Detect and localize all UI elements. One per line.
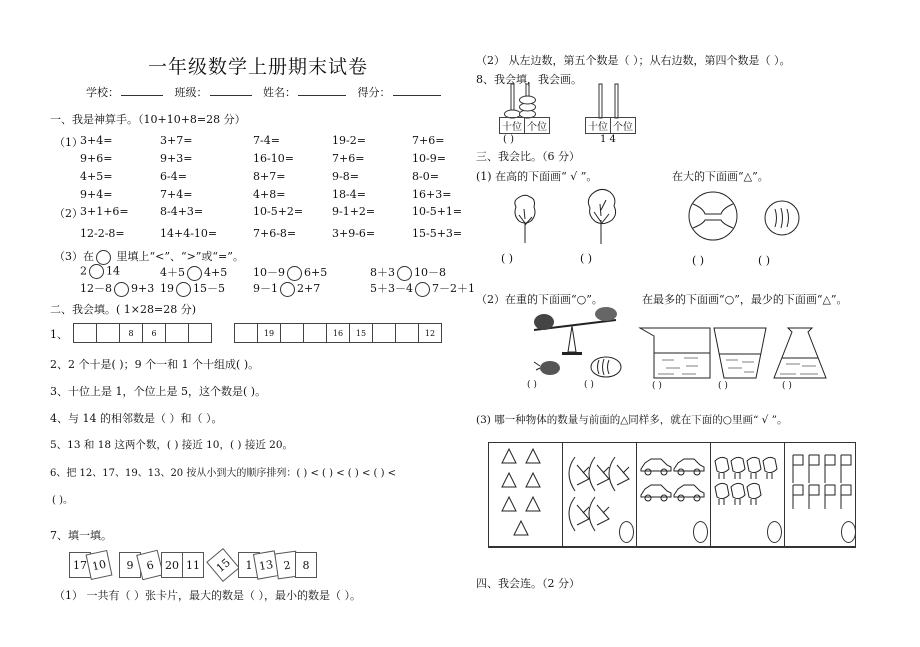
part2-problem: 10-5+1=	[412, 205, 463, 218]
answer-circle-chicks[interactable]	[767, 521, 782, 543]
part1-problem: 7+6=	[412, 134, 445, 147]
s3-part2-right: 在最多的下面画“○”，最少的下面画“△”。	[642, 293, 848, 306]
answer-circle-fish[interactable]	[619, 521, 634, 543]
answer-circle[interactable]	[280, 282, 295, 297]
q7-sub2: （2） 从左边数，第五个数是（ ）；从右边数，第四个数是（ ）。	[476, 54, 791, 67]
flags-cell	[785, 443, 858, 546]
q3: 3、十位上是 1，个位上是 5，这个数是( )。	[50, 385, 267, 398]
comparison-item: 9－1 2+7	[253, 282, 321, 295]
class-label: 班级：	[174, 86, 208, 99]
part2-problem: 3+1+6=	[80, 205, 129, 218]
abacus-2-labels: 十位 个位	[585, 117, 636, 134]
part2-problem: 9-1+2=	[332, 205, 376, 218]
strip-cell-blank[interactable]	[97, 324, 120, 342]
strip-cell-blank[interactable]	[189, 324, 211, 342]
abacus-1-labels: 十位 个位	[499, 117, 550, 134]
strip-cell-filled: 6	[143, 324, 166, 342]
abacus-2-number: 1 4	[600, 134, 616, 145]
fish-cell	[563, 443, 637, 546]
q5: 5、13 和 18 这两个数，( ) 接近 10，( ) 接近 20。	[50, 439, 294, 451]
q7-heading: 7、填一填。	[50, 529, 112, 542]
cars-cell	[637, 443, 711, 546]
blank-shell[interactable]: ( )	[584, 380, 594, 390]
part2-problem: 7+6-8=	[253, 227, 297, 240]
section1-heading: 一、我是神算手。（10+10+8=28 分）	[50, 113, 246, 126]
abacus-rods-icon	[585, 84, 635, 118]
big-ball-icon	[687, 190, 739, 242]
comparison-table	[488, 442, 856, 548]
tall-tree-icon	[586, 188, 618, 244]
part2-problem: 3+9-6=	[332, 227, 376, 240]
s3-part2-left: （2）在重的下面画“○”。	[476, 293, 603, 306]
strip-cell-blank[interactable]	[235, 324, 258, 342]
number-card: 17	[69, 552, 91, 578]
page-title: 一年级数学上册期末试卷	[148, 56, 369, 78]
beaker-1-icon	[640, 328, 712, 380]
number-card: 2	[274, 551, 299, 580]
number-card: 11	[182, 552, 204, 578]
abacus-2	[585, 84, 635, 118]
score-field[interactable]	[393, 85, 441, 96]
number-strip-a	[73, 323, 212, 343]
answer-circle[interactable]	[176, 282, 191, 297]
number-card: 8	[295, 552, 317, 578]
q4: 4、与 14 的相邻数是（ ）和（ ）。	[50, 412, 223, 425]
answer-circle-flags[interactable]	[841, 521, 856, 543]
part1-problem: 18-4=	[332, 188, 366, 201]
blank-pineapple[interactable]: ( )	[527, 380, 537, 390]
header-fields	[86, 84, 449, 100]
answer-circle-cars[interactable]	[693, 521, 708, 543]
class-field[interactable]	[210, 85, 252, 96]
chicks-cell	[711, 443, 785, 546]
answer-circle[interactable]	[114, 282, 129, 297]
strip-cell-filled: 12	[424, 328, 436, 338]
section4-heading: 四、我会连。（2 分）	[476, 577, 580, 590]
strip-cell-filled: 16	[327, 324, 350, 342]
pineapple-icon	[532, 358, 562, 376]
part1-problem: 10-9=	[412, 152, 446, 165]
comparison-item: 2 14	[80, 264, 120, 278]
comparison-item: 5＋3－4 7－2＋1	[370, 282, 475, 295]
part2-problem: 15-5+3=	[412, 227, 463, 240]
answer-circle[interactable]	[415, 282, 430, 297]
answer-circle[interactable]	[287, 266, 302, 281]
abacus-1-answer[interactable]: ( )	[503, 134, 514, 145]
blank-beaker-1[interactable]: ( )	[652, 381, 662, 391]
short-tree-icon	[510, 193, 540, 243]
comparison-item: 19 15－5	[160, 282, 225, 295]
part1-problem: 3+4=	[80, 134, 113, 147]
school-field[interactable]	[121, 85, 163, 96]
q1-label: 1、	[50, 328, 68, 341]
part1-problem: 9-8=	[332, 170, 359, 183]
strip-cell-blank[interactable]	[281, 324, 304, 342]
number-card: 1	[238, 552, 260, 578]
score-label: 得分：	[357, 86, 391, 99]
strip-cell-filled: 8	[120, 324, 143, 342]
answer-circle[interactable]	[89, 264, 104, 279]
comparison-item: 10－9 6+5	[253, 266, 328, 279]
part1-label: （1）	[54, 136, 83, 149]
number-card: 13	[253, 550, 279, 579]
shell-icon	[589, 355, 623, 379]
name-field[interactable]	[298, 85, 346, 96]
strip-cell-blank[interactable]	[74, 324, 97, 342]
part2-problem: 8-4+3=	[160, 205, 204, 218]
school-label: 学校：	[86, 86, 119, 99]
part2-label: （2）	[54, 207, 83, 220]
part1-problem: 7+6=	[332, 152, 365, 165]
strip-cell-blank[interactable]	[304, 324, 327, 342]
comparison-item: 4＋5 4+5	[160, 266, 228, 279]
answer-circle[interactable]	[187, 266, 202, 281]
part1-problem: 8+7=	[253, 170, 286, 183]
part1-problem: 8-0=	[412, 170, 439, 183]
part1-problem: 7+4=	[160, 188, 193, 201]
comparison-item: 12－8 9+3	[80, 282, 155, 295]
strip-cell-blank[interactable]	[396, 324, 419, 342]
part1-problem: 4+8=	[253, 188, 286, 201]
flask-icon	[772, 328, 828, 380]
part1-problem: 4+5=	[80, 170, 113, 183]
part3-instruction: （3）在 里填上“<”、“>”或“=”。	[54, 250, 244, 263]
small-ball-icon	[763, 199, 801, 237]
s3-part1-right: 在大的下面画“△”。	[672, 170, 769, 183]
part1-problem: 3+7=	[160, 134, 193, 147]
number-card: 9	[119, 552, 141, 578]
strip-cell-blank[interactable]	[373, 324, 396, 342]
part1-problem: 9+3=	[160, 152, 193, 165]
answer-circle[interactable]	[397, 266, 412, 281]
part1-problem: 19-2=	[332, 134, 366, 147]
number-card: 6	[136, 550, 164, 581]
blank-tree-1[interactable]: ( )	[501, 252, 514, 265]
part1-problem: 9+4=	[80, 188, 113, 201]
comparison-item: 8＋3 10－8	[370, 266, 446, 279]
name-label: 姓名：	[263, 86, 296, 99]
number-card: 15	[206, 548, 240, 582]
s3-part1-left: (1) 在高的下面画“ √ ”。	[476, 170, 598, 183]
blank-tree-2[interactable]: ( )	[580, 252, 593, 265]
q6-line1: 6、把 12、17、19、13、20 按从小到大的顺序排列：( ) < ( ) < ( ) < ( ) <	[50, 468, 397, 479]
part1-problem: 16+3=	[412, 188, 452, 201]
triangles-icon	[489, 443, 562, 543]
part2-problem: 10-5+2=	[253, 205, 304, 218]
number-strip-b	[234, 323, 442, 343]
part1-problem: 6-4=	[160, 170, 187, 183]
q6-line2: ( )。	[52, 495, 73, 506]
number-card: 20	[161, 552, 183, 578]
q7-sub1: （1） 一共有（ ）张卡片，最大的数是（ ），最小的数是（ ）。	[54, 589, 361, 602]
blank-beaker-2[interactable]: ( )	[718, 381, 728, 391]
number-card: 10	[86, 550, 113, 580]
section3-heading: 三、我会比。（6 分）	[476, 150, 580, 163]
blank-ball-2[interactable]: ( )	[758, 254, 771, 267]
part2-problem: 14+4-10=	[160, 227, 218, 240]
part1-problem: 9+6=	[80, 152, 113, 165]
beaker-2-icon	[712, 328, 768, 380]
q2: 2、2 个十是( )；9 个一和 1 个十组成( )。	[50, 358, 260, 371]
s3-part3: (3) 哪一种物体的数量与前面的△同样多，就在下面的○里画“ √ ”。	[476, 414, 788, 426]
strip-cell-filled: 15	[350, 324, 373, 342]
strip-cell-blank[interactable]	[166, 324, 189, 342]
blank-flask[interactable]: ( )	[782, 381, 792, 391]
part2-problem: 12-2-8=	[80, 227, 125, 240]
section2-heading: 二、我会填。( 1×28=28 分)	[50, 303, 197, 316]
strip-cell-filled: 19	[258, 324, 281, 342]
circle-icon	[96, 250, 111, 265]
part1-problem: 16-10=	[253, 152, 294, 165]
triangles-cell	[489, 443, 563, 546]
blank-ball-1[interactable]: ( )	[692, 254, 705, 267]
part1-problem: 7-4=	[253, 134, 280, 147]
q8-heading: 8、我会填，我会画。	[476, 73, 582, 86]
